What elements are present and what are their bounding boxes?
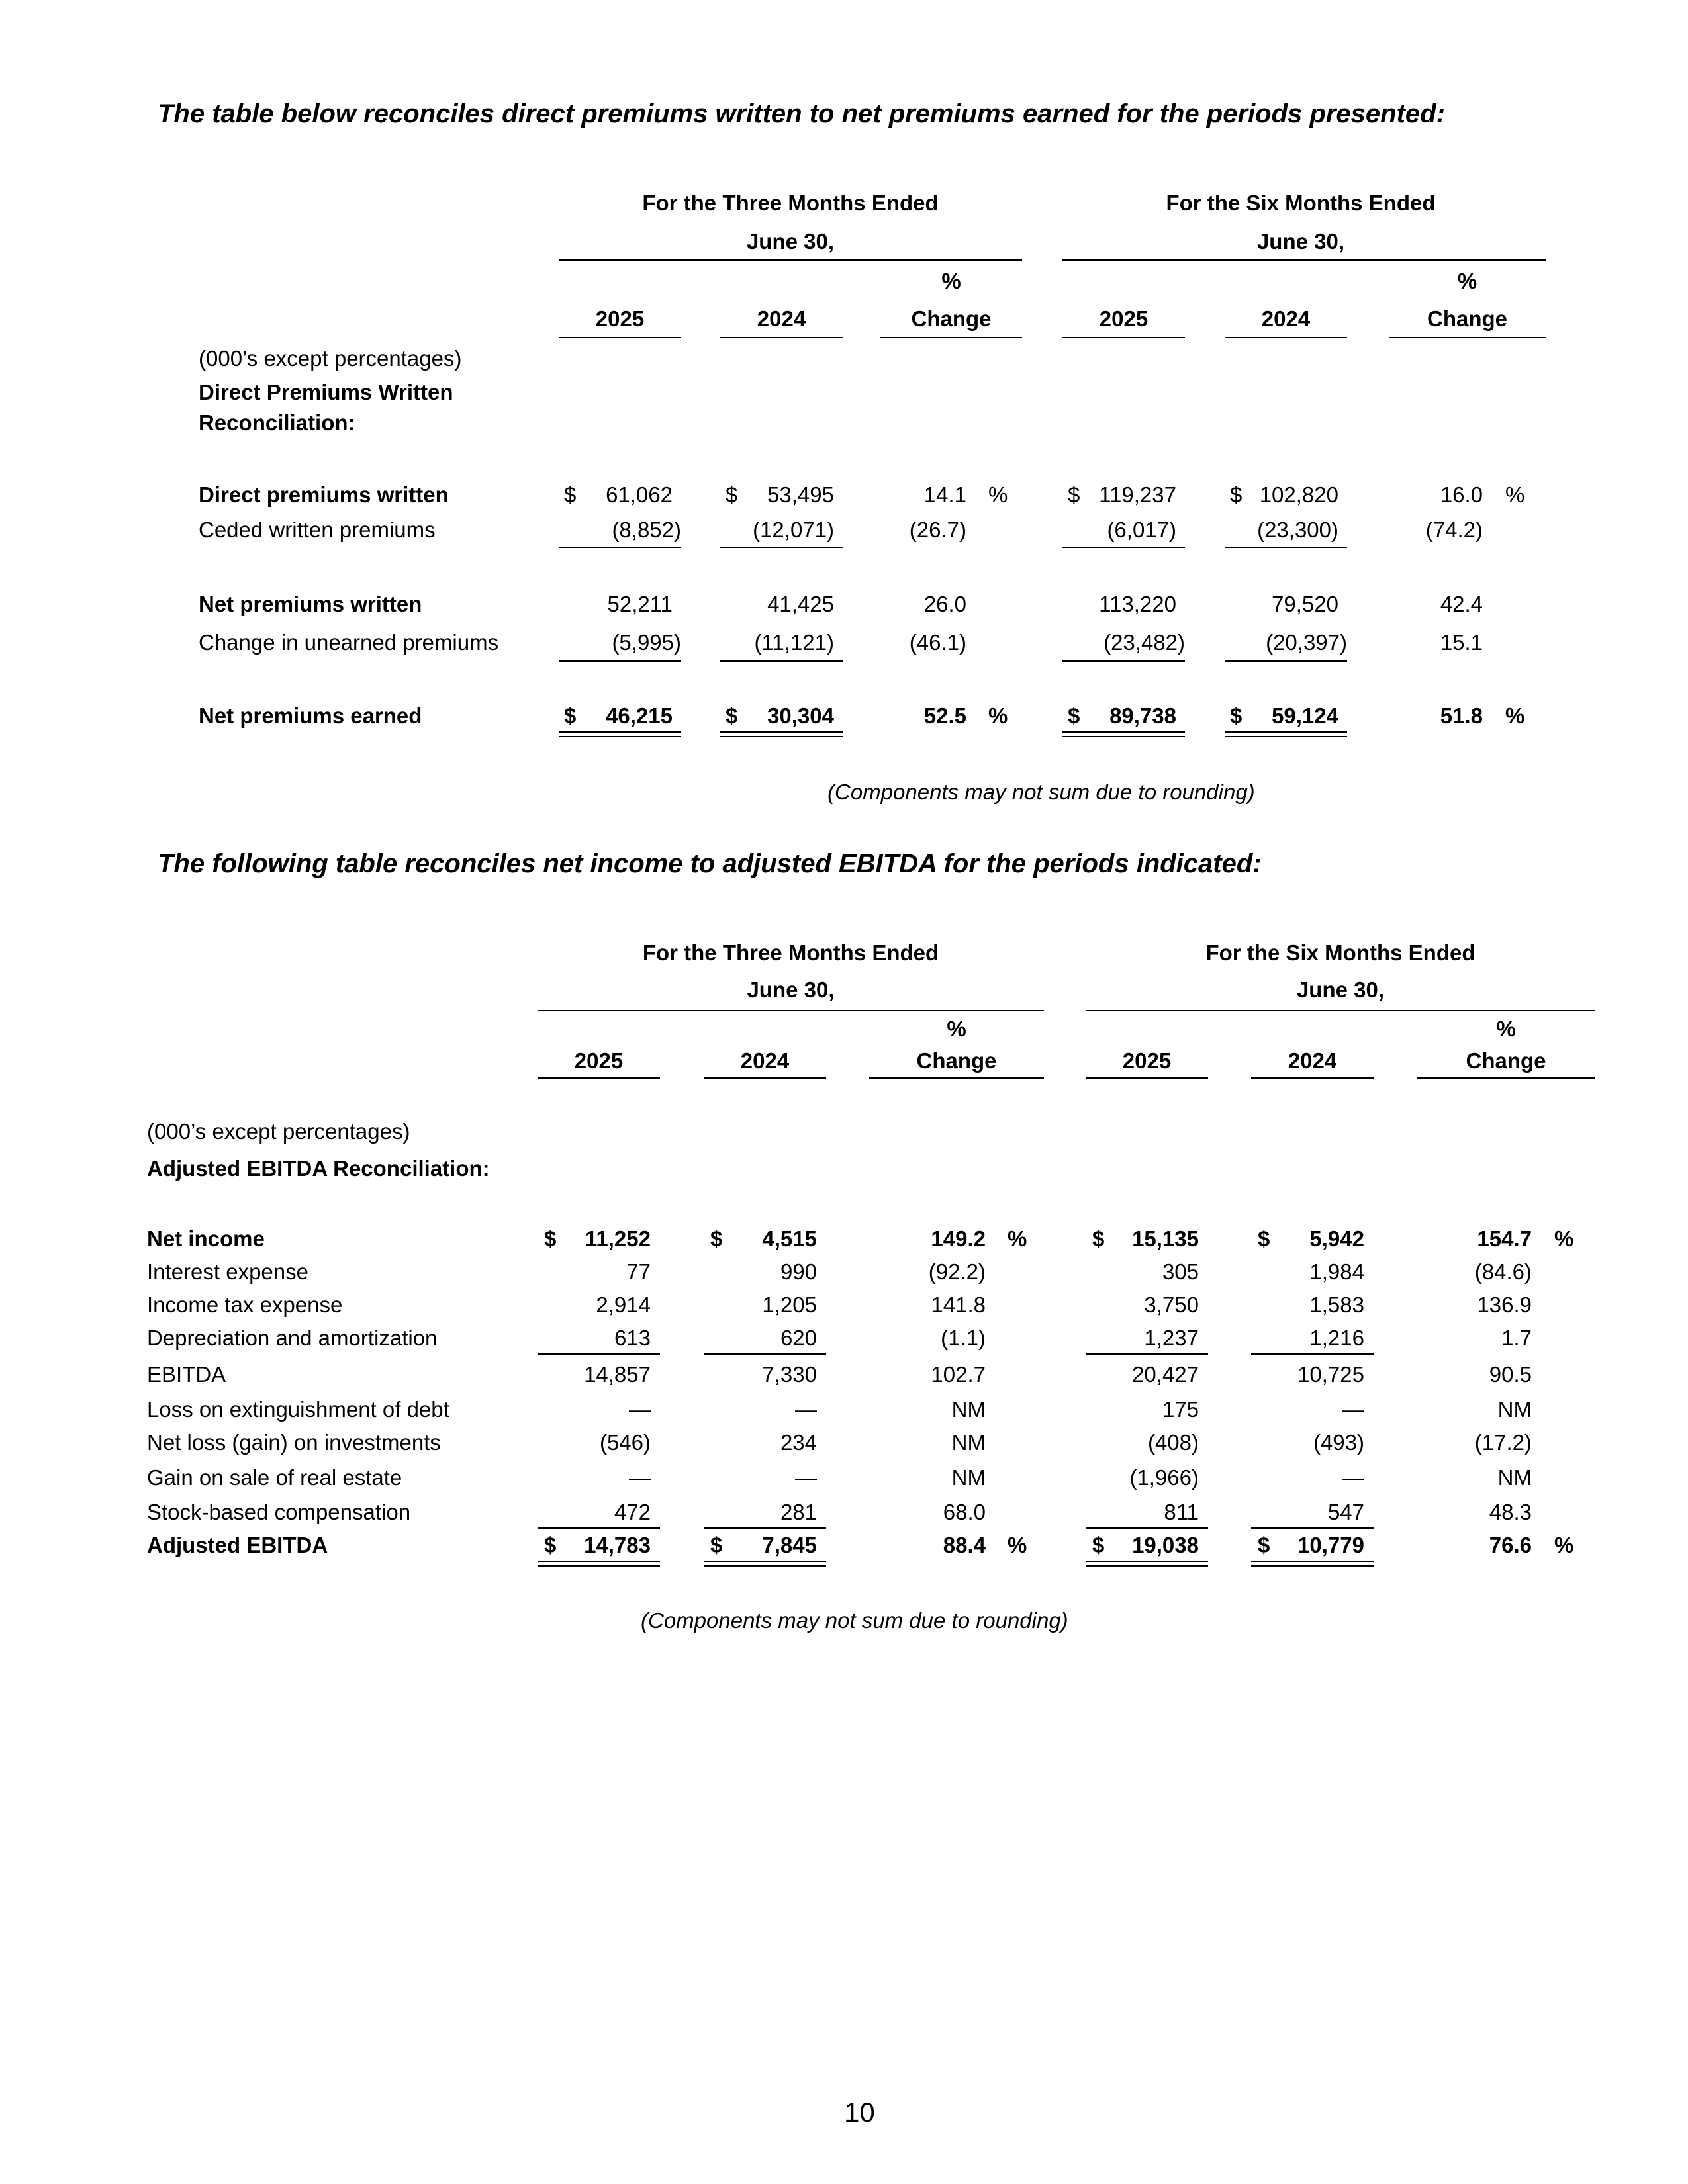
cell-s24: 10,725: [1297, 1362, 1364, 1387]
row-label: Stock-based compensation: [147, 1500, 411, 1524]
subtotal-rule: [538, 1353, 660, 1355]
row-label: Adjusted EBITDA: [147, 1533, 328, 1557]
cell-qchg: NM: [951, 1465, 986, 1490]
t2-units-label: (000’s except percentages): [147, 1119, 410, 1144]
cell-s24: 79,520: [1272, 592, 1338, 616]
cell-qchg: (26.7): [909, 518, 966, 542]
t1-six-months-date: June 30,: [1256, 229, 1345, 253]
cell-schg: 15.1: [1440, 630, 1483, 655]
cell-s25: (6,017): [1107, 518, 1176, 542]
percent-symbol: %: [1008, 1226, 1027, 1251]
t2-q-2024-header: 2024: [740, 1048, 790, 1073]
t1-col-rule: [1225, 337, 1347, 338]
t1-q-2024-header: 2024: [757, 306, 806, 331]
cell-qchg: NM: [951, 1397, 986, 1422]
cell-s24: —: [1342, 1465, 1364, 1490]
t2-col-rule: [1086, 1077, 1208, 1079]
t2-three-months-rule: [538, 1010, 1044, 1011]
percent-symbol: %: [1554, 1533, 1574, 1557]
cell-schg: NM: [1497, 1397, 1532, 1422]
cell-schg: 136.9: [1477, 1293, 1532, 1317]
currency-symbol: $: [726, 704, 738, 728]
cell-qchg: 149.2: [931, 1226, 986, 1251]
cell-q25: (8,852): [612, 518, 681, 542]
total-double-rule: [538, 1561, 660, 1567]
cell-s25: 305: [1162, 1259, 1199, 1284]
cell-q25: 14,857: [584, 1362, 651, 1387]
table2-title: The following table reconciles net income to adjusted EBITDA for the periods indicated:: [158, 849, 1262, 878]
t1-six-months-rule: [1062, 259, 1546, 261]
currency-symbol: $: [1258, 1226, 1270, 1251]
t1-s-change-header: Change: [1427, 306, 1507, 331]
t2-q-change-header: Change: [916, 1048, 997, 1073]
total-double-rule: [1062, 731, 1185, 737]
cell-q24: 41,425: [767, 592, 834, 616]
cell-q24: (12,071): [753, 518, 834, 542]
cell-q25: 52,211: [607, 592, 673, 616]
row-label: Depreciation and amortization: [147, 1326, 438, 1350]
cell-q24: 234: [780, 1430, 817, 1455]
cell-s24: 10,779: [1297, 1533, 1364, 1557]
cell-qchg: 14.1: [923, 482, 966, 507]
t1-three-months-date: June 30,: [746, 229, 835, 253]
cell-q24: —: [795, 1465, 817, 1490]
subtotal-rule: [1225, 547, 1347, 548]
t1-col-rule: [1389, 337, 1546, 338]
subtotal-rule: [704, 1353, 826, 1355]
percent-symbol: %: [1505, 482, 1525, 507]
cell-schg: (17.2): [1474, 1430, 1532, 1455]
cell-q25: (5,995): [612, 630, 681, 655]
currency-symbol: $: [1092, 1226, 1105, 1251]
cell-q25: 61,062: [606, 482, 673, 507]
subtotal-rule: [1086, 1527, 1208, 1529]
percent-symbol: %: [1554, 1226, 1574, 1251]
row-label: Direct premiums written: [199, 482, 449, 507]
cell-s25: 119,237: [1099, 482, 1176, 507]
cell-s25: 3,750: [1144, 1293, 1199, 1317]
cell-q24: 30,304: [767, 704, 834, 728]
cell-qchg: 26.0: [923, 592, 966, 616]
t2-s-2024-header: 2024: [1288, 1048, 1337, 1073]
cell-qchg: NM: [951, 1430, 986, 1455]
cell-s25: 15,135: [1132, 1226, 1199, 1251]
cell-q25: (546): [599, 1430, 651, 1455]
cell-q24: 1,205: [762, 1293, 817, 1317]
row-label: Interest expense: [147, 1259, 308, 1284]
total-double-rule: [704, 1561, 826, 1567]
cell-s25: 89,738: [1109, 704, 1176, 728]
t2-col-rule: [869, 1077, 1044, 1079]
t2-three-months-date: June 30,: [747, 978, 835, 1002]
cell-q24: 990: [780, 1259, 817, 1284]
total-double-rule: [1225, 731, 1347, 737]
t2-section-label: Adjusted EBITDA Reconciliation:: [147, 1156, 490, 1181]
cell-q25: 2,914: [596, 1293, 651, 1317]
row-label: Gain on sale of real estate: [147, 1465, 402, 1490]
row-label: Loss on extinguishment of debt: [147, 1397, 449, 1422]
subtotal-rule: [1086, 1353, 1208, 1355]
percent-symbol: %: [988, 704, 1008, 728]
cell-qchg: (1.1): [941, 1326, 986, 1350]
t1-three-months-header: For the Three Months Ended: [642, 191, 939, 215]
currency-symbol: $: [544, 1533, 557, 1557]
cell-schg: (74.2): [1425, 518, 1483, 542]
cell-q24: —: [795, 1397, 817, 1422]
t2-q-pct-symbol: %: [947, 1017, 966, 1041]
cell-q25: 613: [614, 1326, 651, 1350]
cell-q24: (11,121): [754, 630, 834, 655]
t1-s-pct-symbol: %: [1457, 269, 1477, 293]
cell-s24: (20,397): [1266, 630, 1347, 655]
t2-three-months-header: For the Three Months Ended: [642, 940, 939, 965]
subtotal-rule: [1251, 1527, 1374, 1529]
cell-s24: —: [1342, 1397, 1364, 1422]
row-label: Change in unearned premiums: [199, 630, 499, 655]
cell-qchg: 88.4: [943, 1533, 986, 1557]
cell-qchg: 68.0: [943, 1500, 986, 1524]
t2-s-2025-header: 2025: [1122, 1048, 1172, 1073]
cell-s24: 1,583: [1309, 1293, 1364, 1317]
subtotal-rule: [1062, 547, 1185, 548]
t1-s-2024-header: 2024: [1261, 306, 1311, 331]
cell-qchg: (46.1): [909, 630, 966, 655]
t1-units-label: (000’s except percentages): [199, 346, 462, 371]
t2-six-months-date: June 30,: [1296, 978, 1385, 1002]
currency-symbol: $: [1230, 704, 1243, 728]
cell-s24: 5,942: [1309, 1226, 1364, 1251]
total-double-rule: [720, 731, 843, 737]
total-double-rule: [559, 731, 681, 737]
cell-q25: 77: [626, 1259, 651, 1284]
percent-symbol: %: [1008, 1533, 1027, 1557]
cell-s25: 811: [1164, 1500, 1199, 1524]
total-double-rule: [1086, 1561, 1208, 1567]
subtotal-rule: [1251, 1353, 1374, 1355]
t2-col-rule: [1417, 1077, 1595, 1079]
row-label: EBITDA: [147, 1362, 226, 1387]
t1-col-rule: [880, 337, 1022, 338]
currency-symbol: $: [710, 1226, 723, 1251]
t2-six-months-rule: [1086, 1010, 1595, 1011]
cell-schg: 1.7: [1501, 1326, 1532, 1350]
cell-q25: 11,252: [585, 1226, 651, 1251]
cell-schg: (84.6): [1474, 1259, 1532, 1284]
cell-schg: 76.6: [1489, 1533, 1532, 1557]
cell-q25: 46,215: [606, 704, 673, 728]
subtotal-rule: [720, 547, 843, 548]
currency-symbol: $: [564, 704, 577, 728]
cell-schg: 48.3: [1489, 1500, 1532, 1524]
cell-qchg: 141.8: [931, 1293, 986, 1317]
t2-col-rule: [538, 1077, 660, 1079]
t1-q-pct-symbol: %: [941, 269, 961, 293]
t1-col-rule: [720, 337, 843, 338]
cell-qchg: (92.2): [928, 1259, 986, 1284]
cell-q25: 14,783: [584, 1533, 651, 1557]
subtotal-rule: [559, 660, 681, 662]
page-number: 10: [844, 2097, 875, 2128]
t2-col-rule: [1251, 1077, 1374, 1079]
t2-six-months-header: For the Six Months Ended: [1205, 940, 1476, 965]
t1-q-2025-header: 2025: [595, 306, 645, 331]
currency-symbol: $: [1068, 482, 1080, 507]
currency-symbol: $: [544, 1226, 557, 1251]
cell-s24: (493): [1313, 1430, 1364, 1455]
subtotal-rule: [538, 1527, 660, 1529]
currency-symbol: $: [1258, 1533, 1270, 1557]
row-label: Net premiums earned: [199, 704, 422, 728]
cell-q25: —: [629, 1465, 651, 1490]
cell-s24: 59,124: [1272, 704, 1338, 728]
cell-schg: NM: [1497, 1465, 1532, 1490]
t1-section-label-1: Direct Premiums Written: [199, 380, 453, 404]
t1-six-months-header: For the Six Months Ended: [1166, 191, 1436, 215]
row-label: Ceded written premiums: [199, 518, 436, 542]
cell-s25: (1,966): [1129, 1465, 1199, 1490]
cell-s24: 102,820: [1259, 482, 1338, 507]
cell-qchg: 52.5: [923, 704, 966, 728]
t2-q-2025-header: 2025: [574, 1048, 624, 1073]
cell-s24: 1,216: [1309, 1326, 1364, 1350]
currency-symbol: $: [710, 1533, 723, 1557]
percent-symbol: %: [1505, 704, 1525, 728]
subtotal-rule: [704, 1527, 826, 1529]
cell-q24: 7,330: [762, 1362, 817, 1387]
table1-title: The table below reconciles direct premiums written to net premiums earned for the periods presented:: [158, 99, 1445, 128]
t2-s-pct-symbol: %: [1496, 1017, 1516, 1041]
t1-col-rule: [1062, 337, 1185, 338]
subtotal-rule: [1225, 660, 1347, 662]
cell-s24: (23,300): [1257, 518, 1338, 542]
percent-symbol: %: [988, 482, 1008, 507]
cell-s25: 1,237: [1144, 1326, 1199, 1350]
cell-schg: 51.8: [1440, 704, 1483, 728]
total-double-rule: [1251, 1561, 1374, 1567]
t1-col-rule: [559, 337, 681, 338]
cell-s24: 547: [1327, 1500, 1364, 1524]
row-label: Net loss (gain) on investments: [147, 1430, 441, 1455]
cell-q24: 281: [780, 1500, 817, 1524]
cell-s25: (408): [1147, 1430, 1199, 1455]
cell-schg: 90.5: [1489, 1362, 1532, 1387]
row-label: Net income: [147, 1226, 265, 1251]
cell-s25: 113,220: [1099, 592, 1176, 616]
cell-q24: 7,845: [762, 1533, 817, 1557]
cell-s25: (23,482): [1103, 630, 1185, 655]
subtotal-rule: [720, 660, 843, 662]
cell-q25: 472: [614, 1500, 651, 1524]
currency-symbol: $: [1230, 482, 1243, 507]
cell-schg: 154.7: [1477, 1226, 1532, 1251]
currency-symbol: $: [1068, 704, 1080, 728]
cell-s25: 19,038: [1132, 1533, 1199, 1557]
cell-q25: —: [629, 1397, 651, 1422]
cell-qchg: 102.7: [931, 1362, 986, 1387]
currency-symbol: $: [1092, 1533, 1105, 1557]
cell-s24: 1,984: [1309, 1259, 1364, 1284]
cell-q24: 4,515: [762, 1226, 817, 1251]
t2-s-change-header: Change: [1466, 1048, 1546, 1073]
t1-three-months-rule: [559, 259, 1022, 261]
cell-schg: 16.0: [1440, 482, 1483, 507]
cell-schg: 42.4: [1440, 592, 1483, 616]
t1-section-label-2: Reconciliation:: [199, 410, 355, 435]
t1-q-change-header: Change: [911, 306, 992, 331]
cell-q24: 53,495: [767, 482, 834, 507]
cell-s25: 20,427: [1132, 1362, 1199, 1387]
subtotal-rule: [559, 547, 681, 548]
currency-symbol: $: [564, 482, 577, 507]
cell-q24: 620: [780, 1326, 817, 1350]
t2-rounding-note: (Components may not sum due to rounding): [641, 1608, 1068, 1633]
currency-symbol: $: [726, 482, 738, 507]
cell-s25: 175: [1162, 1397, 1199, 1422]
t2-col-rule: [704, 1077, 826, 1079]
t1-s-2025-header: 2025: [1099, 306, 1149, 331]
row-label: Income tax expense: [147, 1293, 343, 1317]
subtotal-rule: [1062, 660, 1185, 662]
row-label: Net premiums written: [199, 592, 422, 616]
t1-rounding-note: (Components may not sum due to rounding): [827, 780, 1255, 804]
